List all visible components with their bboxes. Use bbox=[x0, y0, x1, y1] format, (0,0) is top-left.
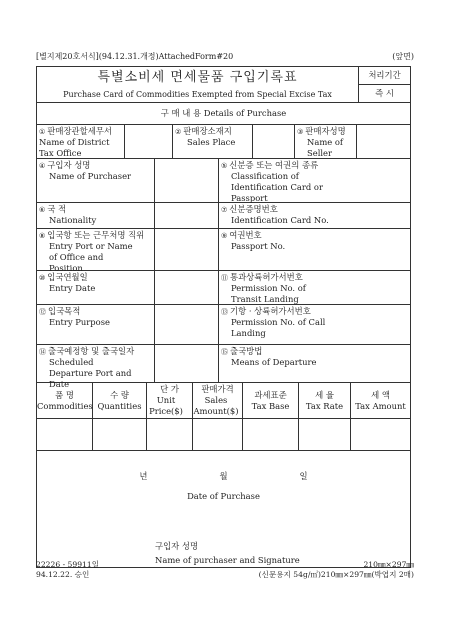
field-row bbox=[37, 159, 410, 203]
entry-purpose-label: ⑫ 입국목적 Entry Purpose bbox=[37, 305, 155, 344]
seller-row bbox=[37, 125, 410, 159]
id-card-number-label: ⑦ 신분증명번호 Identification Card No. bbox=[221, 204, 329, 226]
departure-port-label: ⑭ 출국예정항 및 출국일자 Scheduled Departure Port and Date bbox=[37, 345, 155, 382]
field-row bbox=[37, 229, 410, 271]
entry-date-field[interactable] bbox=[155, 271, 219, 304]
nationality-field[interactable] bbox=[155, 203, 219, 228]
title-english: Purchase Card of Commodities Exempted from Special Excise Tax bbox=[63, 89, 332, 99]
passport-number-label: ⑨ 여권번호 Passport No. bbox=[221, 230, 286, 252]
district-tax-office-field[interactable] bbox=[125, 125, 173, 158]
seller-name-field[interactable] bbox=[357, 125, 410, 158]
col-tax-amount: 세 액 Tax Amount bbox=[355, 389, 406, 411]
entry-date-label: ⑩ 입국연월일 Entry Date bbox=[37, 271, 155, 304]
footer-right bbox=[259, 560, 414, 580]
purchaser-signature-english: Name of purchaser and Signature bbox=[155, 555, 300, 565]
purchaser-name-label: ④ 구입자 성명 Name of Purchaser bbox=[37, 159, 155, 202]
sales-amount-cell[interactable] bbox=[193, 419, 243, 450]
call-landing-label: ⑬ 기항 · 상륙허가서번호 Permission No. of Call Landing bbox=[221, 306, 326, 339]
title-row bbox=[37, 67, 410, 103]
col-commodities: 품 명 Commodities bbox=[37, 383, 93, 418]
col-tax-rate: 세 율 Tax Rate bbox=[299, 383, 351, 418]
departure-means-label: ⑮ 출국방법 Means of Departure bbox=[221, 346, 317, 368]
departure-port-field[interactable] bbox=[155, 345, 219, 382]
paper-spec: (신문용지 54g/㎡)210㎜×297㎜(박엽지 2매) bbox=[258, 569, 414, 579]
col-quantities: 수 량 Quantities bbox=[93, 383, 147, 418]
col-sales-amount: 판매가격 Sales Amount($) bbox=[193, 383, 243, 418]
year-label: 년 bbox=[139, 471, 148, 481]
approval-date: 94.12.22. 승인 bbox=[36, 569, 90, 579]
sales-place-field[interactable] bbox=[253, 125, 295, 158]
unit-price-cell[interactable] bbox=[147, 419, 193, 450]
district-tax-office-label: ① 판매장관할세무서 Name of District Tax Office bbox=[37, 125, 125, 158]
col-unit-price: 단 가 Unit Price($) bbox=[147, 383, 193, 418]
footer-left bbox=[36, 560, 99, 580]
processing-label: 처리기간 bbox=[359, 67, 410, 85]
tax-base-cell[interactable] bbox=[243, 419, 299, 450]
title-korean: 특별소비세 면세물품 구입기록표 bbox=[97, 70, 298, 85]
purchaser-name-field[interactable] bbox=[155, 159, 219, 202]
processing-period-box bbox=[358, 67, 410, 102]
field-row bbox=[37, 203, 410, 229]
tax-rate-cell[interactable] bbox=[299, 419, 351, 450]
paper-size: 210㎜×297㎜ bbox=[363, 560, 414, 569]
id-classification-label: ⑤ 신분증 또는 여권의 종류 Classification of Identification Card or Passport bbox=[221, 160, 323, 203]
title-block bbox=[37, 67, 358, 102]
entry-purpose-field[interactable] bbox=[155, 305, 219, 344]
tax-amount-cell[interactable] bbox=[351, 419, 410, 450]
items-table-header bbox=[37, 383, 410, 419]
form-number: [별지제20호서식](94.12.31.개정)AttachedForm#20 bbox=[36, 52, 234, 61]
table-row bbox=[37, 419, 410, 451]
signature-area bbox=[37, 451, 410, 567]
purchase-date-korean bbox=[37, 471, 410, 482]
transit-landing-label: ⑪ 통과상륙허가서번호 Permission No. of Transit Landing bbox=[221, 272, 306, 305]
details-title: 구 매 내 용 Details of Purchase bbox=[37, 103, 410, 125]
nationality-label: ⑥ 국 적 Nationality bbox=[37, 203, 155, 228]
purchase-date-english: Date of Purchase bbox=[187, 491, 260, 501]
field-row bbox=[37, 305, 410, 345]
sales-place-label: ② 판매장소재지 Sales Place bbox=[173, 125, 253, 158]
purchase-card-form bbox=[36, 66, 411, 568]
field-row bbox=[37, 345, 410, 389]
quantities-cell[interactable] bbox=[93, 419, 147, 450]
entry-port-label: ⑧ 입국항 또는 근무처명 직위 Entry Port or Name of Office and Position bbox=[37, 229, 155, 270]
approval-number: 22226 - 59911일 bbox=[36, 560, 100, 569]
day-label: 일 bbox=[299, 471, 308, 481]
field-row bbox=[37, 271, 410, 305]
month-label: 월 bbox=[219, 471, 228, 481]
seller-name-label: ③ 판매자성명 Name of Seller bbox=[295, 125, 357, 158]
page-side: (앞면) bbox=[392, 52, 414, 61]
commodities-cell[interactable] bbox=[37, 419, 93, 450]
processing-value: 즉 시 bbox=[375, 88, 394, 99]
col-tax-base: 과세표준 Tax Base bbox=[243, 383, 299, 418]
entry-port-field[interactable] bbox=[155, 229, 219, 270]
purchaser-signature-korean: 구입자 성명 bbox=[155, 541, 199, 551]
